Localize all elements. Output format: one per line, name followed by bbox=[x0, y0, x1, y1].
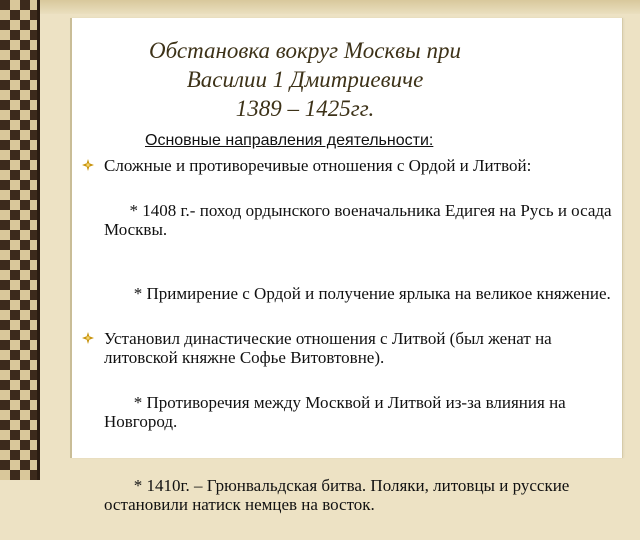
list-item-text: * 1408 г.- поход ордынского военачальника Едигея на Русь и осада Москвы. bbox=[104, 201, 616, 239]
list-item bbox=[82, 156, 612, 175]
list-item bbox=[82, 329, 612, 367]
list-item bbox=[82, 374, 612, 450]
starburst-bullet-icon bbox=[82, 159, 94, 171]
slide-content bbox=[82, 156, 616, 540]
starburst-bullet-icon bbox=[82, 332, 94, 344]
title-line-2: Василии 1 Дмитриевиче bbox=[186, 67, 424, 92]
title-line-3: 1389 – 1425гг. bbox=[235, 96, 375, 121]
list-item bbox=[82, 457, 612, 533]
list-item-text: Установил династические отношения с Литвой (был женат на литовской княжне Софье Витовтовне). bbox=[104, 329, 552, 367]
slide-title bbox=[40, 36, 570, 123]
decorative-checkered-border bbox=[0, 0, 40, 480]
top-decorative-band bbox=[40, 0, 640, 14]
list-item-text: * Противоречия между Москвой и Литвой из-за влияния на Новгород. bbox=[104, 393, 570, 431]
list-item-text: * 1410г. – Грюнвальдская битва. Поляки, литовцы и русские остановили натиск немцев на восток. bbox=[104, 476, 574, 514]
list-item-text: Сложные и противоречивые отношения с Ордой и Литвой: bbox=[104, 156, 532, 175]
title-line-1: Обстановка вокруг Москвы при bbox=[149, 38, 461, 63]
list-item-text: * Примирение с Ордой и получение ярлыка на великое княжение. bbox=[121, 284, 611, 303]
list-item bbox=[82, 182, 616, 258]
list-item bbox=[82, 265, 612, 322]
slide-subtitle: Основные направления деятельности: bbox=[145, 132, 434, 149]
